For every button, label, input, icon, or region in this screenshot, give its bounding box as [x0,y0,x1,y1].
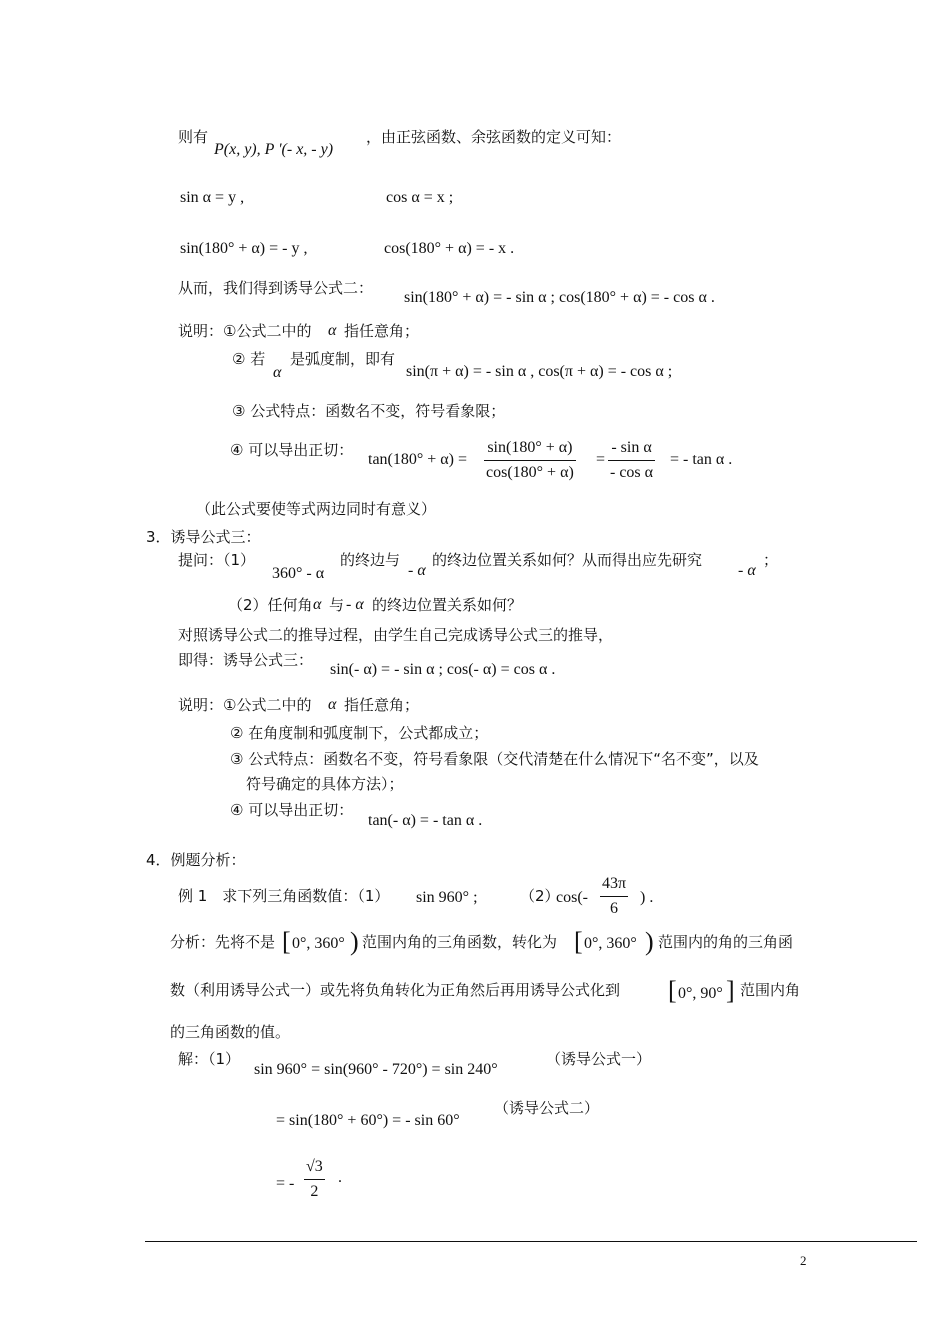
analysis-interval-3: 0°, 90° [678,985,723,1002]
interval-3-bracket-close: ] [726,976,735,1005]
question-1-text-2: 的终边位置关系如何？从而得出应先研究 [432,551,703,569]
analysis-interval-2: 0°, 360° [584,935,637,952]
tan-fraction-1-num: sin(180° + α) [484,439,576,461]
tan-fraction-2-num: - sin α [608,439,655,461]
text-then: 则有 [178,128,209,146]
s3-note-4-label: ④ 可以导出正切： [230,801,354,819]
analysis-line-1-label: 分析：先将不是 [170,933,276,951]
question-1-angle: 360° - α [272,565,325,582]
interval-2-bracket-close: ) [645,927,654,956]
s3-note-1-alpha: α [328,696,337,713]
analysis-line-3: 的三角函数的值。 [170,1023,291,1041]
formula-three: sin(- α) = - sin α ; cos(- α) = cos α . [330,661,556,678]
note-3: ③ 公式特点：函数名不变，符号看象限； [232,402,506,420]
s3-note-1-label: 说明：①公式二中的 [178,696,312,714]
question-1-label: 提问：（1） [178,551,256,569]
text-formula-two-intro: 从而，我们得到诱导公式二： [178,279,374,297]
analysis-line-2: 数（利用诱导公式一）或先将负角转化为正角然后再用诱导公式化到 [170,981,621,999]
tan-fraction-1-den: cos(180° + α) [486,464,574,481]
eq-cos-180: cos(180° + α) = - x . [384,240,515,257]
solution-fraction-den: 2 [310,1183,319,1200]
question-2-label: （2）任何角 [228,596,313,614]
tan-fraction-1 [484,439,576,482]
text-definition: ，由正弦函数、余弦函数的定义可知： [366,128,622,146]
solution-fraction-num: √3 [304,1158,325,1180]
solution-step-3-end: . [338,1169,342,1186]
interval-3-bracket-open: [ [668,976,677,1005]
tan-lhs: tan(180° + α) = [368,451,468,468]
s3-note-3a: ③ 公式特点：函数名不变，符号看象限（交代清楚在什么情况下“名不变”，以及 [230,750,759,768]
footer-rule [145,1241,917,1242]
example-1-fraction-den: 6 [610,900,619,917]
derivation-instruction: 对照诱导公式二的推导过程，由学生自己完成诱导公式三的推导， [178,626,614,644]
interval-2-bracket-open: [ [574,927,583,956]
example-1-label: 例 1 求下列三角函数值：（1） [178,887,390,905]
example-1-close: ) . [640,889,654,906]
note-1-tail: 指任意角； [344,322,420,340]
question-2-alpha: α [313,596,322,613]
question-1-neg-alpha: - α [408,562,426,579]
eq-cos-alpha: cos α = x ; [386,189,454,206]
interval-bracket-open: [ [282,927,291,956]
note-2-text: 是弧度制，即有 [290,350,396,368]
solution-step-2-note: （诱导公式二） [494,1099,600,1117]
analysis-line-1-tail: 范围内的角的三角函 [658,933,794,951]
note-2-alpha: α [273,364,282,381]
analysis-interval-1: 0°, 360° [292,935,345,952]
s3-note-3b: 符号确定的具体方法）； [246,775,404,793]
tan-fraction-2 [608,439,655,482]
note-1-label: 说明：①公式二中的 [178,322,312,340]
question-1-text: 的终边与 [340,551,401,569]
note-validity: （此公式要使等式两边同时有意义） [196,500,437,518]
example-1-cos: cos(- [556,889,588,906]
tan-rhs: = - tan α . [670,451,733,468]
s3-note-2: ② 在角度制和弧度制下，公式都成立； [230,724,489,742]
tan-equals: = [596,451,606,468]
analysis-line-1-mid: 范围内角的三角函数，转化为 [362,933,558,951]
formula-three-label: 即得：诱导公式三： [178,651,314,669]
point-coordinates: P(x, y), P '(- x, - y) [214,141,334,158]
page-number: 2 [800,1253,807,1268]
solution-label: 解：（1） [178,1050,241,1068]
section-3-title: 3．诱导公式三： [146,528,261,546]
question-1-neg-alpha-2: - α [738,562,756,579]
analysis-line-2-tail: 范围内角 [740,981,801,999]
note-1-alpha: α [328,322,337,339]
s3-note-1-tail: 指任意角； [344,696,420,714]
example-1-fraction [600,875,628,918]
section-4-title: 4．例题分析： [146,851,246,869]
solution-step-1-note: （诱导公式一） [546,1050,652,1068]
note-4-label: ④ 可以导出正切： [230,441,354,459]
eq-sin-alpha: sin α = y , [180,189,245,206]
interval-bracket-close: ) [350,927,359,956]
question-2-and: 与 [329,596,345,614]
note-2-label: ② 若 [232,350,266,368]
eq-sin-180: sin(180° + α) = - y , [180,240,308,257]
solution-step-1: sin 960° = sin(960° - 720°) = sin 240° [254,1061,498,1078]
solution-fraction [304,1158,325,1201]
tan-neg-alpha: tan(- α) = - tan α . [368,812,483,829]
solution-step-2: = sin(180° + 60°) = - sin 60° [276,1112,460,1129]
question-2-text: 的终边位置关系如何？ [372,596,523,614]
example-1-fraction-num: 43π [600,875,628,897]
tan-fraction-2-den: - cos α [610,464,654,481]
solution-step-3-prefix: = - [276,1175,295,1192]
question-2-neg-alpha: - α [346,596,364,613]
formula-two: sin(180° + α) = - sin α ; cos(180° + α) = - cos α . [404,289,715,306]
question-1-end: ； [763,551,779,569]
example-1-part-2-label: （2） [520,887,560,905]
formula-two-radian: sin(π + α) = - sin α , cos(π + α) = - cos α ; [406,363,673,380]
example-1-part-1: sin 960° ; [416,889,478,906]
